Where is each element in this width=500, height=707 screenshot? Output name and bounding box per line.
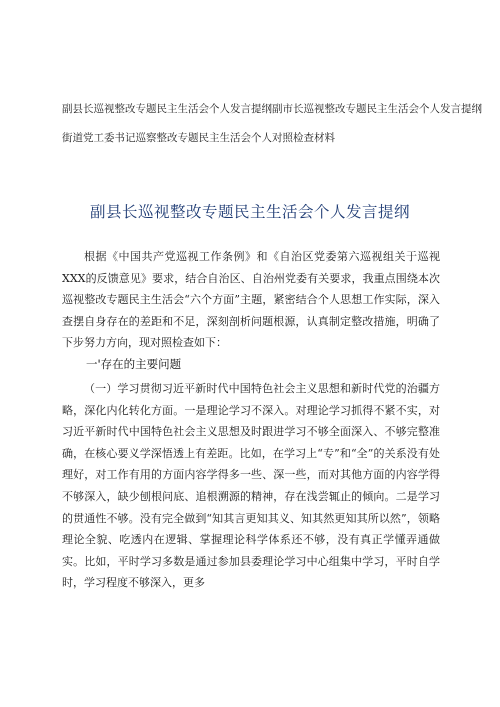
section-paragraph-block (62, 378, 440, 594)
document-title: 副县长巡视整改专题民主生活会个人发言提纲 (89, 203, 410, 221)
header-title-line-1: 副县长巡视整改专题民主生活会个人发言提纲副市长巡视整改专题民主生活会个人发言提纲 (62, 103, 482, 115)
section-paragraph: （一）学习贯彻习近平新时代中国特色社会主义思想和新时代党的治疆方略，深化内化转化方面。一是理论学习不深入。对理论学习抓得不紧不实，对习近平新时代中国特色社会主义思想及时跟进学习不够全面深入、不够完整准确，在核心要义学深悟透上有差距。比如，在学习上“专”和“全”的关系没有处理好，对工作有用的方面内容学得多一些、深一些，而对其他方面的内容学得不够深入，缺少刨根问底、追根溯源的精神，存在浅尝辄止的倾向。二是学习的贯通性不够。没有完全做到“知其言更知其义、知其然更知其所以然”，领略理论全貌、吃透内在逻辑、掌握理论科学体系还不够，没有真正学懂弄通做实。比如，平时学习多数是通过参加县委理论学习中心组集中学习，平时自学时，学习程度不够深入，更多 (62, 382, 440, 590)
intro-paragraph: 根据《中国共产党巡视工作条例》和《自治区党委第六巡视组关于巡视XXX的反馈意见》要求，结合自治区、自治州党委有关要求，我重点围绕本次巡视整改专题民主生活会“六个方面”主题，紧密结合个人思想工作实际，深入查摆自身存在的差距和不足，深刻剖析问题根源，认真制定整改措施，明确了下步努力方向，现对照检查如下： (62, 250, 440, 350)
section-heading: 一'存在的主要问题 (86, 357, 182, 371)
intro-paragraph-block (62, 246, 440, 354)
header-title-line-2: 街道党工委书记巡察整改专题民主生活会个人对照检查材料 (62, 132, 335, 144)
